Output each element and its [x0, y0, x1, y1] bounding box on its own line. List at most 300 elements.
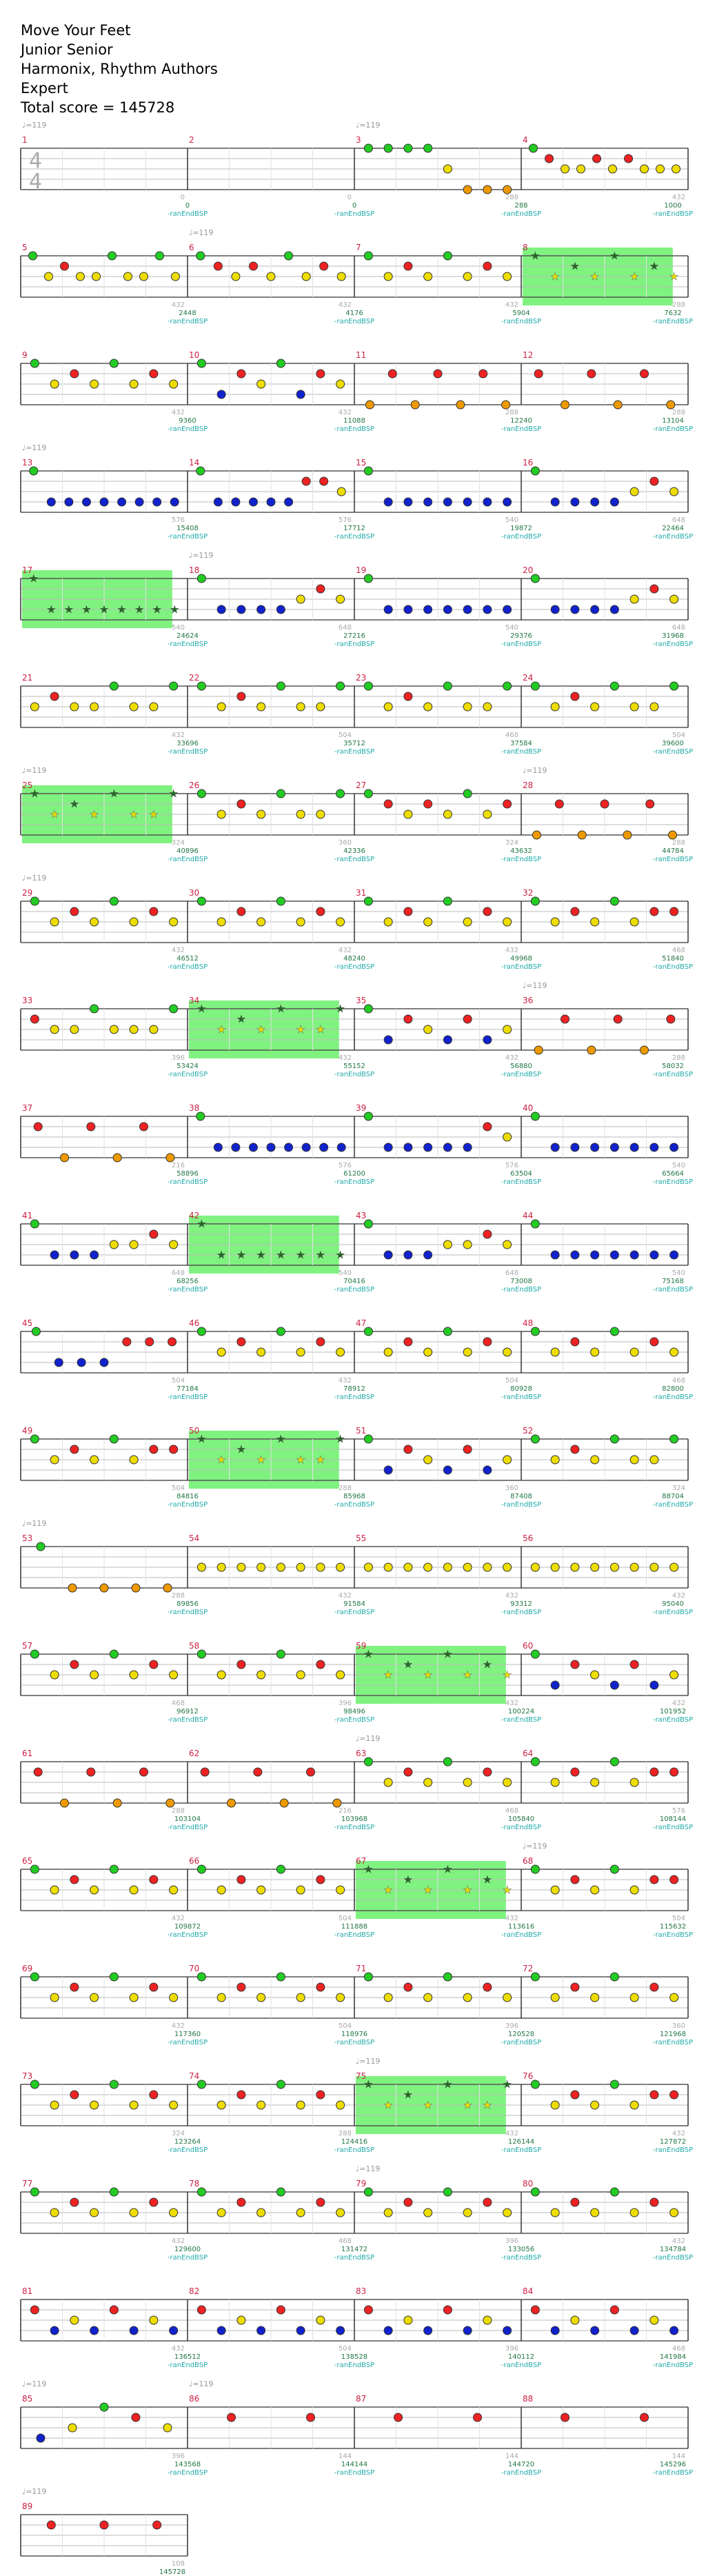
measure-number: 41: [22, 1211, 33, 1220]
star-note: ★: [152, 603, 162, 616]
note-blue: [54, 1358, 63, 1367]
star-note: ★: [196, 1218, 207, 1230]
measure-note-score: 288: [338, 1485, 352, 1492]
star-note: ★: [443, 1863, 453, 1875]
note-yellow: [670, 487, 678, 496]
star-note: ★: [216, 1023, 226, 1036]
note-red: [646, 800, 654, 808]
cumulative-score: 100224: [507, 1708, 535, 1715]
star-note: ★: [216, 1249, 226, 1261]
measure-note-score: 432: [171, 301, 185, 309]
note-yellow: [296, 918, 305, 926]
note-yellow: [130, 1671, 138, 1679]
note-blue: [424, 1251, 432, 1259]
note-red: [237, 1875, 245, 1884]
note-green: [197, 1650, 205, 1658]
section-mark: -ranEndBSP: [501, 641, 542, 648]
note-blue: [90, 2326, 99, 2335]
note-red: [670, 907, 678, 916]
note-green: [197, 2080, 205, 2089]
note-orange: [641, 1046, 649, 1054]
cumulative-score: 115632: [659, 1923, 687, 1931]
measure-note-score: 504: [171, 1377, 185, 1385]
measure-number: 72: [523, 1964, 534, 1973]
note-green: [30, 467, 38, 475]
note-yellow: [50, 1456, 59, 1464]
measure-number: 57: [22, 1641, 33, 1651]
note-green: [110, 682, 118, 690]
note-green: [364, 574, 372, 583]
note-green: [276, 1327, 285, 1336]
cumulative-score: 127872: [659, 2138, 687, 2146]
tempo-marker: ♩=119: [523, 766, 547, 775]
note-orange: [463, 185, 472, 194]
note-yellow: [571, 2316, 579, 2324]
note-green: [276, 1865, 285, 1873]
note-yellow: [670, 1348, 678, 1356]
note-blue: [170, 498, 179, 506]
section-mark: -ranEndBSP: [652, 2362, 694, 2369]
measure-number: 40: [523, 1103, 534, 1113]
note-yellow: [50, 1671, 59, 1679]
cumulative-score: 133056: [507, 2246, 535, 2253]
measure-number: 51: [356, 1426, 367, 1436]
note-blue: [296, 390, 305, 399]
note-green: [276, 682, 285, 690]
note-yellow: [257, 1886, 265, 1894]
note-green: [531, 1220, 539, 1228]
cumulative-score: 118976: [341, 2031, 368, 2038]
cumulative-score: 136512: [174, 2353, 201, 2361]
note-green: [610, 1758, 618, 1766]
note-yellow: [650, 2316, 658, 2324]
star-note: ★: [483, 1873, 492, 1886]
note-yellow: [424, 1778, 432, 1787]
measure-number: 18: [189, 565, 200, 575]
note-yellow: [50, 1886, 59, 1894]
cumulative-score: 0: [185, 202, 190, 210]
song-difficulty: Expert: [21, 80, 68, 97]
note-yellow: [296, 810, 305, 818]
note-orange: [456, 401, 465, 409]
note-blue: [232, 1143, 240, 1151]
measure-note-score: 540: [338, 1269, 352, 1277]
measure-number: 49: [22, 1426, 33, 1436]
note-green: [197, 359, 205, 368]
note-green: [384, 144, 392, 152]
measure-note-score: 396: [171, 2453, 185, 2460]
note-yellow: [384, 703, 392, 711]
note-red: [650, 1338, 658, 1346]
cumulative-score: 49968: [510, 955, 532, 963]
note-red: [483, 1230, 492, 1238]
section-mark: -ranEndBSP: [652, 318, 694, 325]
note-red: [483, 907, 492, 916]
measure-number: 87: [356, 2394, 367, 2404]
section-mark: -ranEndBSP: [501, 1501, 542, 1509]
section-mark: -ranEndBSP: [167, 1178, 208, 1186]
note-blue: [571, 605, 579, 614]
note-green: [424, 144, 432, 152]
note-blue: [337, 1143, 345, 1151]
measure-note-score: 468: [338, 2237, 352, 2245]
measure-number: 30: [189, 888, 200, 898]
note-yellow: [130, 918, 138, 926]
cumulative-score: 145296: [659, 2461, 687, 2468]
measure-note-score: 648: [171, 1269, 185, 1277]
cumulative-score: 42336: [343, 847, 365, 855]
cumulative-score: 77184: [176, 1385, 199, 1393]
note-yellow: [90, 2208, 99, 2217]
section-mark: -ranEndBSP: [501, 1824, 542, 1831]
measure-number: 24: [523, 673, 534, 683]
note-yellow: [424, 1563, 432, 1571]
cumulative-score: 13104: [662, 417, 684, 425]
cumulative-score: 37584: [510, 740, 532, 747]
note-yellow: [316, 703, 325, 711]
note-yellow: [424, 272, 432, 281]
note-yellow: [591, 2208, 599, 2217]
section-mark: -ranEndBSP: [501, 1393, 542, 1401]
note-blue: [285, 1143, 293, 1151]
measure-note-score: 396: [171, 1054, 185, 1062]
note-blue: [443, 1466, 452, 1474]
note-red: [320, 262, 328, 270]
note-blue: [384, 605, 392, 614]
note-red: [483, 262, 492, 270]
note-red: [70, 2091, 79, 2099]
note-red: [650, 1768, 658, 1776]
note-blue: [37, 2434, 45, 2442]
star-note: ★: [403, 1873, 413, 1886]
note-red: [132, 2413, 140, 2422]
section-mark: -ranEndBSP: [167, 1393, 208, 1401]
note-red: [70, 370, 79, 378]
cumulative-score: 48240: [343, 955, 365, 963]
note-orange: [669, 831, 677, 839]
note-yellow: [50, 918, 59, 926]
note-red: [571, 1445, 579, 1453]
cumulative-score: 33696: [176, 740, 199, 747]
section-mark: -ranEndBSP: [167, 210, 208, 218]
note-yellow: [336, 918, 345, 926]
note-red: [320, 477, 328, 485]
note-red: [571, 1768, 579, 1776]
note-yellow: [384, 2208, 392, 2217]
cumulative-score: 121968: [659, 2031, 687, 2038]
note-blue: [551, 2326, 559, 2335]
note-blue: [135, 498, 143, 506]
note-red: [463, 1015, 472, 1023]
note-blue: [384, 2326, 392, 2335]
tempo-marker: ♩=119: [523, 1842, 547, 1851]
note-green: [29, 252, 37, 260]
note-blue: [551, 1143, 559, 1151]
measure-number: 78: [189, 2179, 200, 2188]
star-note: ★: [134, 603, 144, 616]
measure-number: 33: [22, 996, 33, 1005]
note-green: [196, 252, 205, 260]
note-blue: [503, 2326, 512, 2335]
note-blue: [424, 605, 432, 614]
tempo-marker: ♩=119: [22, 1519, 47, 1528]
star-note: ★: [196, 1003, 207, 1015]
section-mark: -ranEndBSP: [501, 963, 542, 971]
measure-note-score: 432: [672, 2237, 685, 2245]
note-orange: [61, 1154, 69, 1162]
note-red: [641, 2413, 649, 2422]
measure-note-score: 324: [672, 1485, 685, 1492]
note-yellow: [424, 1456, 432, 1464]
note-red: [237, 907, 245, 916]
note-yellow: [551, 1886, 559, 1894]
section-mark: -ranEndBSP: [652, 210, 694, 218]
note-green: [197, 1973, 205, 1981]
measure-number: 8: [523, 243, 528, 252]
note-red: [670, 2091, 678, 2099]
measure-note-score: 504: [338, 2345, 352, 2353]
note-yellow: [170, 1240, 178, 1249]
song-title: Move Your Feet: [21, 22, 131, 39]
note-red: [474, 2413, 482, 2422]
total-score: Total score = 145728: [21, 99, 175, 116]
note-blue: [483, 1466, 492, 1474]
measure-note-score: 0: [180, 194, 185, 201]
measure-number: 79: [356, 2179, 367, 2188]
star-note: ★: [64, 603, 74, 616]
note-red: [316, 1338, 325, 1346]
section-mark: -ranEndBSP: [501, 1286, 542, 1294]
note-yellow: [630, 1778, 638, 1787]
note-blue: [249, 498, 257, 506]
tempo-marker: ♩=119: [356, 2164, 381, 2173]
cumulative-score: 134784: [659, 2246, 687, 2253]
measure-number: 4: [523, 135, 528, 145]
note-red: [571, 2198, 579, 2206]
note-red: [100, 2521, 108, 2529]
note-green: [364, 1327, 372, 1336]
cumulative-score: 101952: [659, 1708, 687, 1715]
note-yellow: [483, 703, 492, 711]
tempo-marker: ♩=119: [356, 2057, 381, 2066]
note-red: [140, 1768, 148, 1776]
measure-number: 26: [189, 781, 200, 790]
section-mark: -ranEndBSP: [501, 1609, 542, 1616]
note-red: [168, 1338, 176, 1346]
note-red: [150, 2091, 158, 2099]
measure-number: 63: [356, 1749, 367, 1758]
note-green: [197, 682, 205, 690]
measure-note-score: 144: [672, 2453, 685, 2460]
note-blue: [571, 498, 579, 506]
note-yellow: [404, 810, 412, 818]
note-blue: [50, 2326, 59, 2335]
note-blue: [443, 1143, 452, 1151]
note-red: [150, 370, 158, 378]
note-yellow: [630, 2101, 638, 2109]
note-yellow: [257, 703, 265, 711]
note-green: [336, 789, 345, 798]
measure-number: 47: [356, 1318, 367, 1328]
note-green: [30, 1220, 39, 1228]
measure-note-score: 432: [171, 409, 185, 416]
section-mark: -ranEndBSP: [167, 2039, 208, 2046]
measure-number: 85: [22, 2394, 33, 2404]
star-note: ★: [649, 260, 659, 272]
cumulative-score: 31968: [662, 632, 684, 640]
note-yellow: [483, 810, 492, 818]
note-yellow: [257, 1348, 265, 1356]
note-red: [50, 692, 59, 701]
note-yellow: [130, 1025, 138, 1034]
star-note: ★: [669, 270, 679, 283]
note-yellow: [170, 1671, 178, 1679]
note-red: [561, 2413, 569, 2422]
note-red: [34, 1768, 42, 1776]
note-blue: [217, 605, 225, 614]
measure-note-score: 432: [672, 2130, 685, 2137]
star-note: ★: [423, 1669, 433, 1681]
note-green: [364, 897, 372, 905]
measure-number: 39: [356, 1103, 367, 1113]
note-green: [443, 1973, 452, 1981]
star-note: ★: [129, 808, 139, 821]
tempo-marker: ♩=119: [189, 2379, 214, 2388]
section-mark: -ranEndBSP: [501, 1178, 542, 1186]
note-yellow: [124, 272, 132, 281]
note-green: [30, 1865, 39, 1873]
measure-number: 66: [189, 1856, 200, 1866]
note-yellow: [130, 2101, 138, 2109]
note-yellow: [336, 2101, 345, 2109]
note-green: [197, 2188, 205, 2196]
note-orange: [411, 401, 419, 409]
measure-note-score: 0: [347, 194, 352, 201]
star-note: ★: [423, 2099, 433, 2111]
note-yellow: [503, 1348, 512, 1356]
section-mark: -ranEndBSP: [167, 1931, 208, 1939]
measure-note-score: 288: [672, 409, 685, 416]
note-blue: [551, 498, 559, 506]
measure-note-score: 576: [505, 1162, 518, 1169]
note-yellow: [150, 703, 158, 711]
measure-note-score: 432: [338, 947, 352, 954]
note-red: [531, 2306, 539, 2314]
measure-note-score: 432: [505, 1915, 518, 1922]
star-note: ★: [383, 1884, 393, 1896]
note-red: [650, 1983, 658, 1991]
section-mark: -ranEndBSP: [167, 1716, 208, 1724]
note-yellow: [650, 703, 658, 711]
note-red: [404, 2198, 412, 2206]
note-blue: [630, 1251, 638, 1259]
section-mark: -ranEndBSP: [501, 2039, 542, 2046]
note-green: [30, 359, 39, 368]
measure-note-score: 432: [171, 947, 185, 954]
section-mark: -ranEndBSP: [652, 2469, 694, 2477]
measure-note-score: 432: [338, 1592, 352, 1600]
note-yellow: [531, 1563, 539, 1571]
note-green: [443, 1758, 452, 1766]
note-red: [483, 1338, 492, 1346]
note-yellow: [50, 1025, 59, 1034]
measure-number: 53: [22, 1533, 33, 1543]
measure-note-score: 288: [672, 839, 685, 847]
measure-note-score: 144: [505, 2453, 518, 2460]
section-mark: -ranEndBSP: [652, 2146, 694, 2154]
note-yellow: [503, 1240, 512, 1249]
note-yellow: [217, 918, 225, 926]
note-yellow: [630, 1886, 638, 1894]
star-note: ★: [403, 2089, 413, 2101]
note-yellow: [463, 2208, 472, 2217]
note-green: [404, 144, 412, 152]
note-green: [443, 252, 452, 260]
star-note: ★: [46, 603, 57, 616]
star-note: ★: [463, 1884, 472, 1896]
note-blue: [670, 1143, 678, 1151]
note-green: [276, 359, 285, 368]
cumulative-score: 88704: [662, 1493, 684, 1500]
note-red: [214, 262, 222, 270]
measure-note-score: 504: [672, 1915, 685, 1922]
note-red: [388, 370, 396, 378]
note-red: [237, 2091, 245, 2099]
note-yellow: [630, 487, 638, 496]
measure-number: 43: [356, 1211, 367, 1220]
note-yellow: [571, 1563, 579, 1571]
note-red: [249, 262, 257, 270]
note-yellow: [30, 703, 39, 711]
note-green: [531, 1112, 539, 1120]
note-yellow: [630, 918, 638, 926]
note-blue: [100, 498, 108, 506]
measure-number: 21: [22, 673, 33, 683]
note-yellow: [217, 703, 225, 711]
cumulative-score: 138528: [341, 2353, 368, 2361]
note-yellow: [551, 2208, 559, 2217]
note-red: [587, 370, 596, 378]
note-red: [145, 1338, 154, 1346]
section-mark: -ranEndBSP: [167, 2254, 208, 2262]
note-yellow: [217, 1671, 225, 1679]
section-mark: -ranEndBSP: [167, 641, 208, 648]
note-green: [610, 1435, 618, 1443]
cumulative-score: 144720: [507, 2461, 535, 2468]
star-note: ★: [502, 1884, 512, 1896]
star-note: ★: [502, 1669, 512, 1681]
note-yellow: [172, 272, 180, 281]
star-note: ★: [483, 1658, 492, 1671]
cumulative-score: 288: [514, 202, 528, 210]
note-green: [110, 1973, 118, 1981]
section-mark: -ranEndBSP: [167, 2146, 208, 2154]
note-orange: [532, 831, 541, 839]
note-red: [237, 800, 245, 808]
note-green: [197, 1865, 205, 1873]
measure-number: 31: [356, 888, 367, 898]
note-orange: [503, 185, 512, 194]
note-blue: [384, 1251, 392, 1259]
note-yellow: [630, 1563, 638, 1571]
note-red: [237, 692, 245, 701]
measure-note-score: 432: [171, 2345, 185, 2353]
note-red: [87, 1123, 95, 1131]
note-blue: [214, 1143, 222, 1151]
note-yellow: [170, 1886, 178, 1894]
measure-note-score: 504: [338, 1915, 352, 1922]
note-red: [404, 907, 412, 916]
